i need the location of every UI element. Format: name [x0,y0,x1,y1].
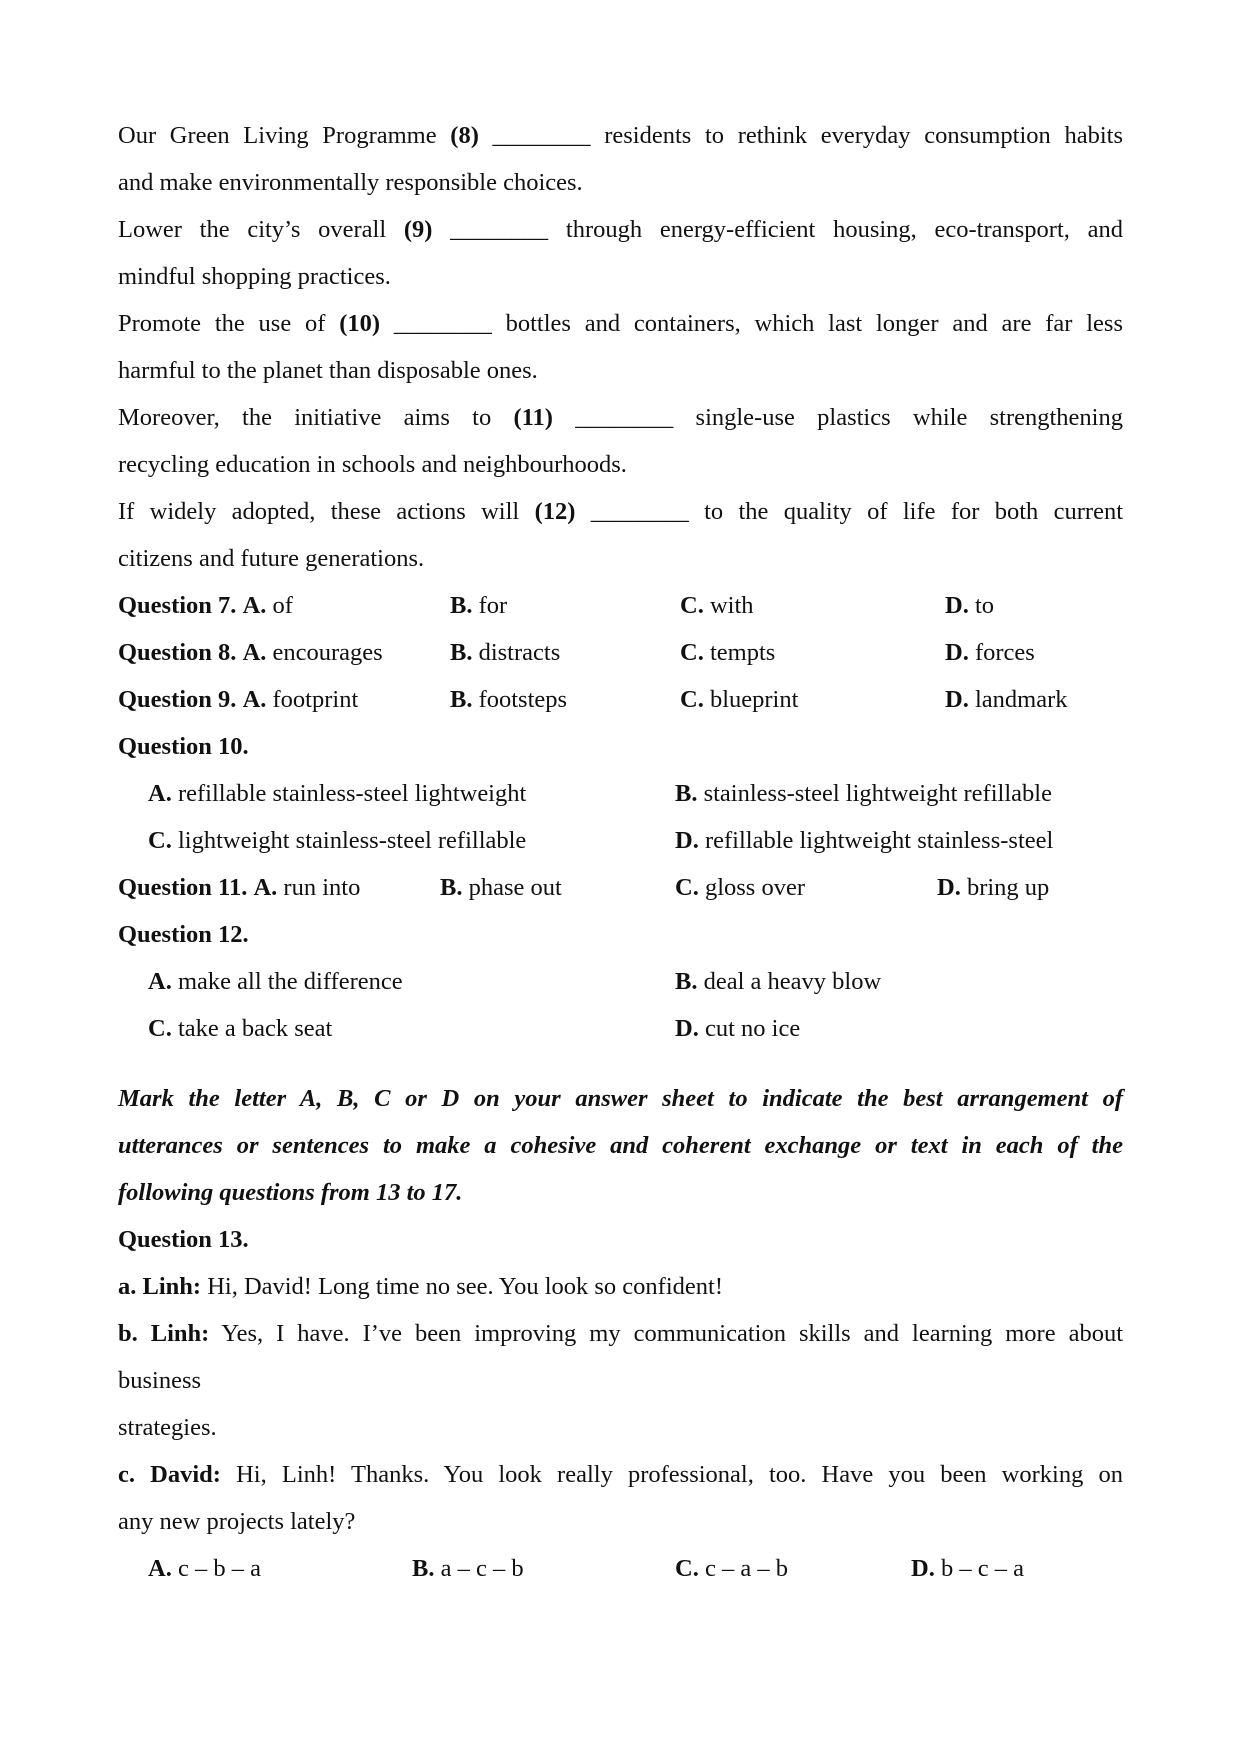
option-a[interactable] [118,676,358,723]
question-10-row-2 [118,817,1123,864]
option-b[interactable] [440,864,562,911]
passage-line: citizens and future generations. [118,545,425,572]
question-9 [118,676,1123,723]
passage-line [118,206,1123,253]
option-text: forces [974,639,1035,666]
option-text: run into [283,874,361,901]
utterance-b-continued: business [118,1367,202,1394]
option-letter: D. [945,686,969,713]
blank: ________ [380,310,506,337]
passage-text: Our Green Living Programme [118,122,451,149]
option-letter: C. [680,686,704,713]
option-text: distracts [478,639,561,666]
option-a[interactable] [148,958,403,1005]
option-letter: B. [450,686,473,713]
option-text: c – a – b [704,1555,788,1582]
option-letter: A. [148,780,172,807]
option-b[interactable] [412,1545,524,1592]
option-d[interactable] [675,817,1053,864]
utterance-b [118,1310,1123,1357]
utterance-text: Hi, David! Long time no see. You look so confident! [201,1273,723,1300]
option-letter: C. [675,1555,699,1582]
option-letter: B. [450,639,473,666]
option-c[interactable] [680,676,798,723]
option-text: refillable stainless-steel lightweight [177,780,527,807]
blank-number: (11) [513,404,553,431]
option-letter: B. [675,968,698,995]
question-label: Question 13. [118,1226,249,1253]
option-c[interactable] [680,629,775,676]
option-text: make all the difference [177,968,403,995]
utterance-c [118,1451,1123,1498]
option-c[interactable] [148,1005,332,1052]
passage-text: through energy-efficient housing, eco-transport, and [565,216,1123,243]
option-text: a – c – b [440,1555,524,1582]
option-a[interactable] [118,864,360,911]
option-text: deal a heavy blow [703,968,882,995]
option-text: landmark [974,686,1068,713]
utterance-c-continued: any new projects lately? [118,1508,356,1535]
option-letter: C. [148,1015,172,1042]
option-d[interactable] [945,629,1035,676]
utterance-text: Yes, I have. I’ve been improving my communication skills and learning more about [209,1320,1124,1347]
question-11 [118,864,1123,911]
option-c[interactable] [680,582,754,629]
option-text: gloss over [704,874,805,901]
instruction-line: utterances or sentences to make a cohesive and coherent exchange or text in each of the [118,1132,1123,1159]
speaker-label: c. David: [118,1461,221,1488]
option-b[interactable] [675,770,1052,817]
option-letter: A. [242,639,267,666]
option-b[interactable] [450,629,560,676]
blank: ________ [478,122,605,149]
option-letter: A. [148,1555,172,1582]
option-letter: A. [148,968,172,995]
option-b[interactable] [450,676,567,723]
question-label: Question 8. [118,639,237,666]
option-letter: D. [675,827,699,854]
option-text: refillable lightweight stainless-steel [704,827,1054,854]
passage-line [118,394,1123,441]
question-8 [118,629,1123,676]
passage-text: bottles and containers, which last longer and are far less [505,310,1123,337]
option-text: with [709,592,754,619]
blank: ________ [575,498,705,525]
passage-line [118,488,1123,535]
option-a[interactable] [148,770,526,817]
blank-number: (12) [534,498,576,525]
blank: ________ [432,216,566,243]
option-d[interactable] [945,582,994,629]
utterance-text: Hi, Linh! Thanks. You look really professional, too. Have you been working on [220,1461,1123,1488]
question-12-heading [118,911,1123,958]
option-letter: C. [148,827,172,854]
option-d[interactable] [675,1005,800,1052]
question-label: Question 7. [118,592,237,619]
option-letter: A. [242,592,267,619]
option-text: tempts [709,639,776,666]
option-letter: A. [253,874,278,901]
option-a[interactable] [118,629,383,676]
option-b[interactable] [450,582,507,629]
option-letter: C. [675,874,699,901]
option-text: cut no ice [704,1015,801,1042]
option-text: b – c – a [940,1555,1024,1582]
utterance-a [118,1263,1123,1310]
instruction-line: Mark the letter A, B, C or D on your answer sheet to indicate the best arrangement of [118,1085,1123,1112]
option-letter: D. [945,639,969,666]
question-10-heading [118,723,1123,770]
option-letter: B. [412,1555,435,1582]
option-text: bring up [966,874,1050,901]
option-c[interactable] [675,1545,788,1592]
blank-number: (10) [339,310,381,337]
option-letter: D. [911,1555,935,1582]
option-letter: D. [945,592,969,619]
speaker-label: a. Linh: [118,1273,202,1300]
option-d[interactable] [937,864,1049,911]
option-text: footprint [272,686,359,713]
passage-line: harmful to the planet than disposable ones. [118,357,538,384]
option-letter: D. [675,1015,699,1042]
option-a[interactable] [118,582,293,629]
option-text: take a back seat [177,1015,333,1042]
option-d[interactable] [945,676,1067,723]
option-text: of [272,592,293,619]
utterance-b-continued: strategies. [118,1414,217,1441]
passage-text: single-use plastics while strengthening [695,404,1123,431]
question-label: Question 11. [118,874,248,901]
question-13-options [118,1545,1123,1592]
question-label: Question 9. [118,686,237,713]
option-a[interactable] [148,1545,261,1592]
question-13-heading [118,1216,1123,1263]
passage-line [118,300,1123,347]
passage-line: mindful shopping practices. [118,263,391,290]
option-letter: B. [450,592,473,619]
option-letter: A. [242,686,267,713]
passage-text: Promote the use of [118,310,340,337]
question-label: Question 10. [118,733,249,760]
option-letter: D. [937,874,961,901]
option-text: blueprint [709,686,799,713]
option-text: to [974,592,995,619]
document-page [118,112,1123,1592]
passage-text: Moreover, the initiative aims to [118,404,514,431]
option-c[interactable] [675,864,805,911]
option-text: c – b – a [177,1555,261,1582]
question-7 [118,582,1123,629]
option-text: footsteps [478,686,568,713]
passage-text: If widely adopted, these actions will [118,498,535,525]
option-c[interactable] [148,817,526,864]
option-letter: B. [440,874,463,901]
blank-number: (8) [450,122,479,149]
speaker-label: b. Linh: [118,1320,210,1347]
blank-number: (9) [403,216,433,243]
option-text: lightweight stainless-steel refillable [177,827,527,854]
blank: ________ [552,404,696,431]
passage-text: to the quality of life for both current [704,498,1124,525]
option-letter: B. [675,780,698,807]
passage-text: residents to rethink everyday consumption habits [604,122,1123,149]
passage-line: recycling education in schools and neighbourhoods. [118,451,627,478]
section-gap [118,1052,1123,1075]
question-10-row-1 [118,770,1123,817]
passage-line: and make environmentally responsible choices. [118,169,583,196]
question-12-row-1 [118,958,1123,1005]
question-12-row-2 [118,1005,1123,1052]
option-letter: C. [680,639,704,666]
passage-text: Lower the city’s overall [118,216,404,243]
option-text: stainless-steel lightweight refillable [703,780,1052,807]
option-text: encourages [272,639,383,666]
instruction-line: following questions from 13 to 17. [118,1179,463,1206]
option-text: phase out [468,874,562,901]
passage-line [118,112,1123,159]
option-d[interactable] [911,1545,1024,1592]
option-b[interactable] [675,958,881,1005]
option-letter: C. [680,592,704,619]
question-label: Question 12. [118,921,249,948]
option-text: for [478,592,508,619]
